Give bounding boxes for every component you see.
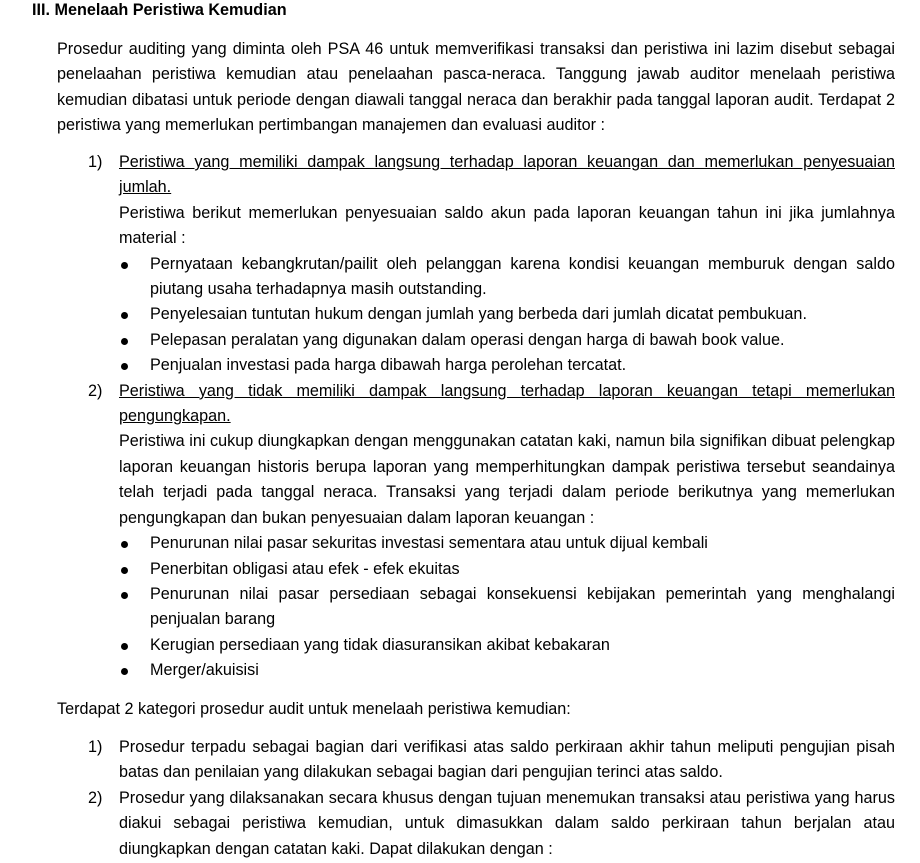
bullet-icon (121, 312, 128, 319)
event-heading: Peristiwa yang tidak memiliki dampak langsung terhadap laporan keuangan tetapi memerlukan pengungkapan. (119, 381, 895, 426)
category-item-2 (0, 786, 895, 862)
categories-intro: Terdapat 2 kategori prosedur audit untuk menelaah peristiwa kemudian: (57, 700, 571, 718)
list-item: Kerugian persediaan yang tidak diasuransikan akibat kebakaran (119, 633, 895, 658)
bullet-icon (121, 592, 128, 599)
list-item: Penerbitan obligasi atau efek - efek ekuitas (119, 557, 895, 582)
bullet-icon (121, 363, 128, 370)
event-list (0, 150, 920, 684)
intro-paragraph: Prosedur auditing yang diminta oleh PSA 46 untuk memverifikasi transaksi dan peristiwa ini lazim disebut sebagai penelaahan peristiwa kemudian atau penelaahan pasca-neraca. Tanggung jawab auditor menelaah peristiwa kemudian dibatasi untuk periode dengan diawali tanggal neraca dan berakhir pada tanggal laporan audit. Terdapat 2 peristiwa yang memerlukan pertimbangan manajemen dan evaluasi auditor : (57, 40, 895, 135)
event-item-1 (0, 150, 895, 379)
list-item: Penurunan nilai pasar sekuritas investasi sementara atau untuk dijual kembali (119, 531, 895, 556)
category-list (0, 735, 920, 862)
bullet-icon (121, 262, 128, 269)
list-item: Merger/akuisisi (119, 658, 895, 683)
category-text: Prosedur yang dilaksanakan secara khusus dengan tujuan menemukan transaksi atau peristiwa yang harus diakui sebagai peristiwa kemudian, untuk dimasukkan dalam saldo perkiraan tahun berjalan atau diungkapkan dengan catatan kaki. Dapat dilakukan dengan : (119, 788, 895, 858)
list-item: Penurunan nilai pasar persediaan sebagai konsekuensi kebijakan pemerintah yang menghalangi penjualan barang (119, 582, 895, 633)
bullet-icon (121, 567, 128, 574)
bullet-icon (121, 338, 128, 345)
bullet-icon (121, 541, 128, 548)
list-item: Penyelesaian tuntutan hukum dengan jumlah yang berbeda dari jumlah dicatat pembukuan. (119, 302, 895, 327)
category-number: 2) (88, 788, 103, 807)
event-item-2 (0, 379, 895, 684)
event-heading: Peristiwa yang memiliki dampak langsung terhadap laporan keuangan dan memerlukan penyesuaian jumlah. (119, 153, 895, 197)
section-title: III. Menelaah Peristiwa Kemudian (32, 1, 287, 19)
event-number: 2) (88, 381, 103, 400)
event-bullet-list (119, 531, 895, 683)
category-number: 1) (88, 738, 103, 756)
event-description: Peristiwa ini cukup diungkapkan dengan menggunakan catatan kaki, namun bila signifikan dibuat pelengkap laporan keuangan historis berupa laporan yang memperhitungkan dampak peristiwa tersebut seandainya telah terjadi pada tanggal neraca. Transaksi yang terjadi dalam periode berikutnya yang memerlukan pengungkapan dan bukan penyesuaian dalam laporan keuangan : (119, 432, 895, 527)
list-item: Pernyataan kebangkrutan/pailit oleh pelanggan karena kondisi keuangan memburuk dengan saldo piutang usaha terhadapnya masih outstanding. (119, 252, 895, 303)
event-bullet-list (119, 252, 895, 379)
category-item-1 (0, 735, 895, 786)
category-text: Prosedur terpadu sebagai bagian dari verifikasi atas saldo perkiraan akhir tahun meliputi pengujian pisah batas dan penilaian yang dilakukan sebagai bagian dari pengujian terinci atas saldo. (119, 738, 895, 782)
event-description: Peristiwa berikut memerlukan penyesuaian saldo akun pada laporan keuangan tahun ini jika jumlahnya material : (119, 203, 895, 248)
bullet-icon (121, 643, 128, 650)
event-number: 1) (88, 153, 103, 171)
list-item: Pelepasan peralatan yang digunakan dalam operasi dengan harga di bawah book value. (119, 328, 895, 353)
list-item: Penjualan investasi pada harga dibawah harga perolehan tercatat. (119, 353, 895, 378)
bullet-icon (121, 668, 128, 675)
